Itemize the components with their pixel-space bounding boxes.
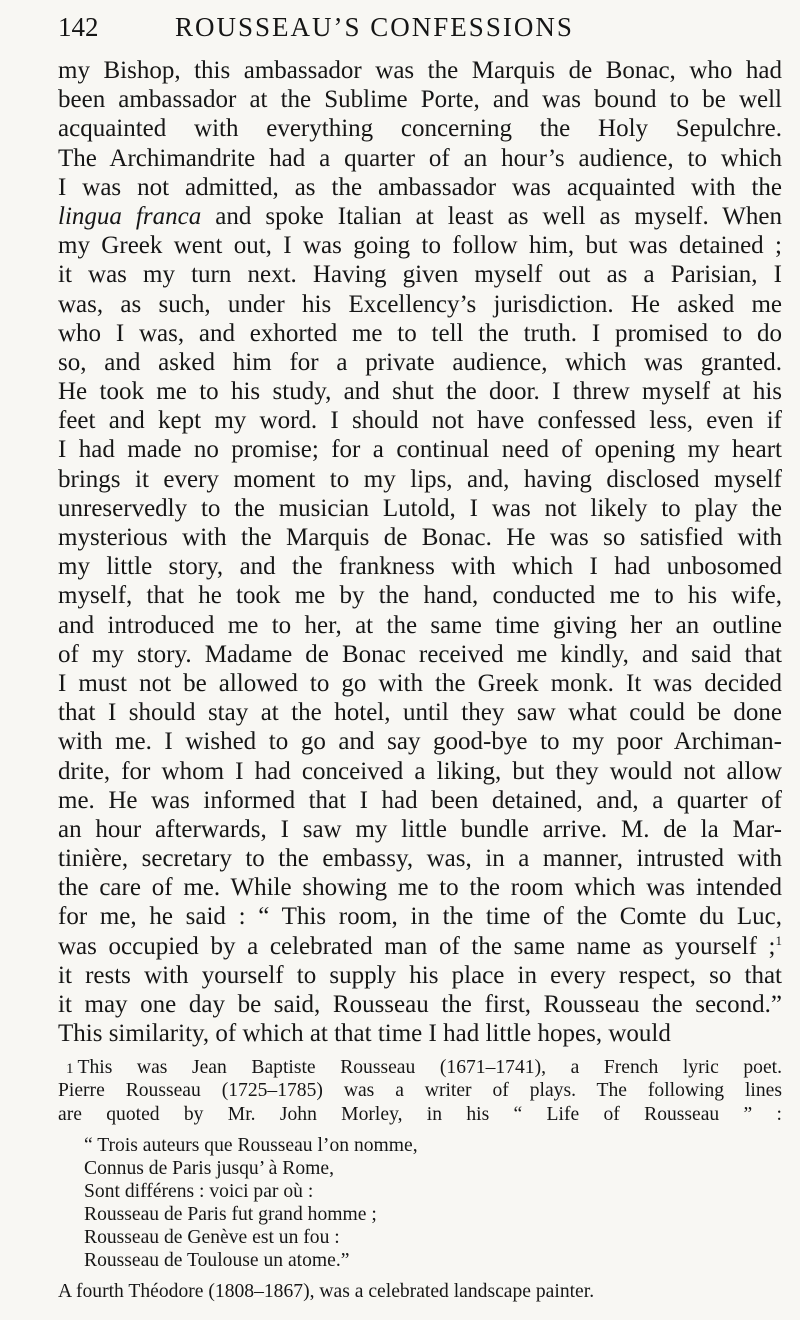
- text-line: and introduced me to her, at the same time giving her an outline: [58, 611, 782, 639]
- verse-line: Sont différens : voici par où :: [84, 1180, 314, 1202]
- text-line: of my story. Madame de Bonac received me kindly, and said that: [58, 640, 782, 668]
- body-text: [58, 56, 782, 1048]
- running-title: ROUSSEAU’S CONFESSIONS: [175, 12, 574, 42]
- book-page: [58, 12, 782, 1303]
- footnote-closing: A fourth Théodore (1808–1867), was a celebrated landscape painter.: [58, 1281, 595, 1303]
- text-line: This similarity, of which at that time I had little hopes, would: [58, 1020, 671, 1048]
- text-line: so, and asked him for a private audience, which was granted.: [58, 348, 782, 376]
- text-line: lingua franca and spoke Italian at least as well as myself. When: [58, 202, 782, 230]
- text-line: tinière, secretary to the embassy, was, in a manner, intrusted with: [58, 845, 782, 873]
- text-line: acquainted with everything concerning the Holy Sepulchre.: [58, 115, 782, 143]
- verse-line: Rousseau de Toulouse un atome.”: [84, 1250, 350, 1272]
- text-line: unreservedly to the musician Lutold, I was not likely to play the: [58, 494, 782, 522]
- text-line: that I should stay at the hotel, until they saw what could be done: [58, 699, 782, 727]
- text-line: I was not admitted, as the ambassador was acquainted with the: [58, 173, 782, 201]
- footnote-first-line: [58, 1056, 782, 1079]
- text-line: my Greek went out, I was going to follow him, but was detained ;: [58, 232, 782, 260]
- footnote: [58, 1056, 782, 1303]
- running-header: [58, 12, 782, 56]
- italic-phrase: lingua franca: [58, 202, 202, 230]
- text-line: my little story, and the frankness with which I had unbosomed: [58, 553, 782, 581]
- text-line: drite, for whom I had conceived a liking, but they would not allow: [58, 757, 782, 785]
- text-line: was, as such, under his Excellency’s jurisdiction. He asked me: [58, 290, 782, 318]
- text-line: who I was, and exhorted me to tell the truth. I promised to do: [58, 319, 782, 347]
- text-line: it rests with yourself to supply his place in every respect, so that: [58, 961, 782, 989]
- text-line: feet and kept my word. I should not have confessed less, even if: [58, 407, 782, 435]
- footnote-verse: [58, 1134, 782, 1273]
- footnote-line: are quoted by Mr. John Morley, in his “ Life of Rousseau ” :: [58, 1103, 782, 1125]
- text-line: me. He was informed that I had been detained, and, a quarter of: [58, 786, 782, 814]
- text-line: myself, that he took me by the hand, conducted me to his wife,: [58, 582, 782, 610]
- text-line: it was my turn next. Having given myself out as a Parisian, I: [58, 261, 782, 289]
- text-line: for me, he said : “ This room, in the time of the Comte du Luc,: [58, 903, 782, 931]
- text-line: brings it every moment to my lips, and, having disclosed myself: [58, 465, 782, 493]
- footnote-lines: [58, 1079, 782, 1125]
- text-line: He took me to his study, and shut the door. I threw myself at his: [58, 378, 782, 406]
- verse-line: “ Trois auteurs que Rousseau l’on nomme,: [84, 1134, 418, 1156]
- verse-line: Rousseau de Paris fut grand homme ;: [84, 1203, 377, 1225]
- text-line: The Archimandrite had a quarter of an hour’s audience, to which: [58, 144, 782, 172]
- text-line: with me. I wished to go and say good-bye to my poor Archiman-: [58, 728, 782, 756]
- text-line: been ambassador at the Sublime Porte, and was bound to be well: [58, 86, 782, 114]
- footnote-marker: 1: [66, 1061, 74, 1078]
- text-line: I had made no promise; for a continual need of opening my heart: [58, 436, 782, 464]
- verse-line: Connus de Paris jusqu’ à Rome,: [84, 1157, 334, 1179]
- footnote-reference[interactable]: 1: [775, 932, 782, 948]
- text-line: an hour afterwards, I saw my little bundle arrive. M. de la Mar-: [58, 815, 782, 843]
- text-line: I must not be allowed to go with the Greek monk. It was decided: [58, 669, 782, 697]
- text-line: my Bishop, this ambassador was the Marquis de Bonac, who had: [58, 57, 782, 84]
- text-line: the care of me. While showing me to the room which was intended: [58, 874, 782, 902]
- verse-line: Rousseau de Genève est un fou :: [84, 1227, 340, 1249]
- text-line: mysterious with the Marquis de Bonac. He was so satisfied with: [58, 524, 782, 551]
- text-line: was occupied by a celebrated man of the same name as yourself ;$^1$: [58, 932, 782, 960]
- page-number: 142: [58, 12, 99, 42]
- text-line: it may one day be said, Rousseau the first, Rousseau the second.”: [58, 991, 782, 1018]
- footnote-line: Pierre Rousseau (1725–1785) was a writer of plays. The following lines: [58, 1080, 782, 1102]
- footnote-text: This was Jean Baptiste Rousseau (1671–1741), a French lyric poet.: [77, 1057, 782, 1079]
